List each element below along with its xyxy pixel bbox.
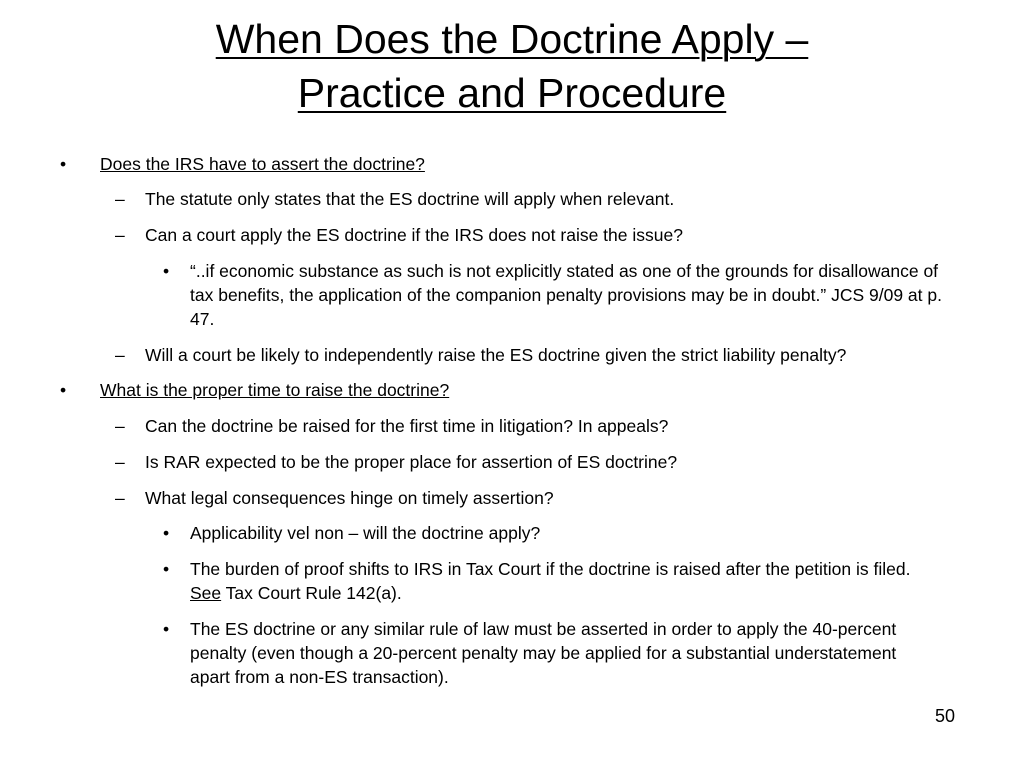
bullet-marker: • xyxy=(163,523,170,543)
sub-first-time: Can the doctrine be raised for the first time in litigation? In appeals? xyxy=(145,416,669,436)
bullet-marker: • xyxy=(163,619,170,639)
title-line-2: Practice and Procedure xyxy=(297,70,727,116)
point-applicability: Applicability vel non – will the doctrine apply? xyxy=(190,523,541,543)
dash-marker: – xyxy=(115,225,125,245)
bullet-proper-time: What is the proper time to raise the doctrine? xyxy=(100,380,450,400)
dash-marker: – xyxy=(115,345,125,365)
page-number: 50 xyxy=(935,706,956,726)
dash-marker: – xyxy=(115,452,125,472)
see-reference: See xyxy=(190,583,222,603)
point-burden-of-proof xyxy=(190,557,950,605)
bullet-marker: • xyxy=(60,380,67,400)
dash-marker: – xyxy=(115,488,125,508)
bullet-irs-assert: Does the IRS have to assert the doctrine? xyxy=(100,154,425,174)
sub-statute: The statute only states that the ES doctrine will apply when relevant. xyxy=(145,189,675,209)
bullet-marker: • xyxy=(163,261,170,281)
dash-marker: – xyxy=(115,416,125,436)
title-line-1: When Does the Doctrine Apply – xyxy=(215,16,809,62)
burden-text: The burden of proof shifts to IRS in Tax Court if the doctrine is raised after the petition is filed. xyxy=(190,559,926,579)
dash-marker: – xyxy=(115,189,125,209)
sub-legal-consequences: What legal consequences hinge on timely assertion? xyxy=(145,488,554,508)
bullet-marker: • xyxy=(163,559,170,579)
bullet-marker: • xyxy=(60,154,67,174)
quote-jcs: “..if economic substance as such is not explicitly stated as one of the grounds for disallowance of tax benefits, the application of the companion penalty provisions may be in doubt.” JCS 9/09 at p. 47. xyxy=(190,261,942,329)
sub-court-raise: Will a court be likely to independently raise the ES doctrine given the strict liability penalty? xyxy=(145,345,847,365)
sub-court-apply: Can a court apply the ES doctrine if the IRS does not raise the issue? xyxy=(145,225,683,245)
slide-title xyxy=(0,12,1024,120)
point-40-percent-penalty: The ES doctrine or any similar rule of law must be asserted in order to apply the 40-percent penalty (even though a 20-percent penalty may be applied for a substantial understatement apart from a non-ES transaction). xyxy=(190,619,897,687)
sub-rar: Is RAR expected to be the proper place for assertion of ES doctrine? xyxy=(145,452,678,472)
rule-reference: Tax Court Rule 142(a). xyxy=(221,583,402,603)
